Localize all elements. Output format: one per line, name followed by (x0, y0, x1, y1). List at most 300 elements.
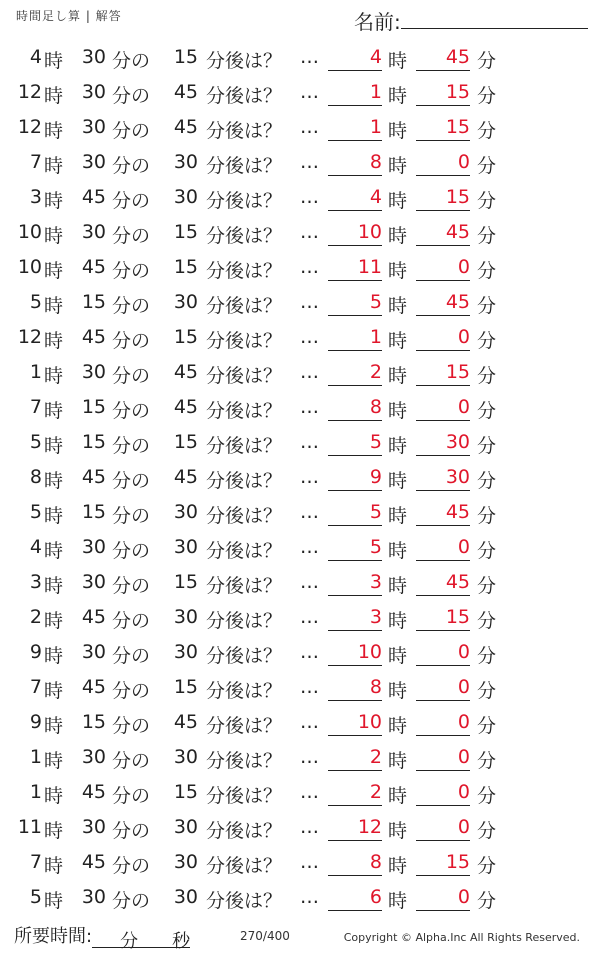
problem-row (0, 215, 600, 250)
answer-minute-label: 分 (477, 715, 497, 737)
minute-no-label: 分の (112, 85, 151, 107)
name-field (354, 6, 588, 35)
answer-hour-label: 時 (388, 225, 408, 247)
start-minute: 30 (81, 536, 106, 558)
start-minute: 30 (81, 746, 106, 768)
minute-no-label: 分の (112, 750, 151, 772)
start-minute: 45 (81, 256, 106, 278)
answer-minute[interactable]: 0 (416, 711, 470, 736)
hour-label: 時 (44, 435, 64, 457)
question-label: 分後は？ (206, 645, 283, 667)
added-minutes: 30 (173, 641, 198, 663)
hour-label: 時 (44, 750, 64, 772)
ellipsis: … (300, 116, 319, 138)
added-minutes: 15 (173, 571, 198, 593)
question-label: 分後は？ (206, 225, 283, 247)
added-minutes: 30 (173, 186, 198, 208)
ellipsis: … (300, 501, 319, 523)
answer-hour-label: 時 (388, 400, 408, 422)
problem-row (0, 390, 600, 425)
start-minute: 15 (81, 396, 106, 418)
answer-minute-label: 分 (477, 890, 497, 912)
hour-label: 時 (44, 505, 64, 527)
answer-hour[interactable]: 2 (328, 746, 382, 771)
hour-label: 時 (44, 225, 64, 247)
added-minutes: 30 (173, 746, 198, 768)
added-minutes: 30 (173, 536, 198, 558)
question-label: 分後は？ (206, 820, 283, 842)
problem-row (0, 495, 600, 530)
question-label: 分後は？ (206, 890, 283, 912)
answer-hour[interactable]: 4 (328, 46, 382, 71)
minute-no-label: 分の (112, 715, 151, 737)
answer-minute-label: 分 (477, 190, 497, 212)
ellipsis: … (300, 396, 319, 418)
minute-no-label: 分の (112, 190, 151, 212)
answer-minute[interactable]: 30 (416, 466, 470, 491)
start-hour: 3 (29, 571, 42, 593)
answer-hour-label: 時 (388, 855, 408, 877)
ellipsis: … (300, 816, 319, 838)
answer-minute-label: 分 (477, 400, 497, 422)
added-minutes: 45 (173, 466, 198, 488)
question-label: 分後は？ (206, 85, 283, 107)
question-label: 分後は？ (206, 750, 283, 772)
copyright: Copyright © Alpha.Inc All Rights Reserved. (343, 931, 580, 944)
answer-hour-label: 時 (388, 190, 408, 212)
start-minute: 30 (81, 886, 106, 908)
answer-minute-label: 分 (477, 365, 497, 387)
answer-hour[interactable]: 5 (328, 536, 382, 561)
answer-hour-label: 時 (388, 330, 408, 352)
minute-no-label: 分の (112, 470, 151, 492)
hour-label: 時 (44, 260, 64, 282)
start-minute: 15 (81, 291, 106, 313)
answer-minute-label: 分 (477, 225, 497, 247)
answer-hour-label: 時 (388, 820, 408, 842)
answer-minute[interactable]: 15 (416, 361, 470, 386)
answer-minute-label: 分 (477, 50, 497, 72)
answer-minute-label: 分 (477, 575, 497, 597)
minute-no-label: 分の (112, 610, 151, 632)
answer-hour[interactable]: 9 (328, 466, 382, 491)
answer-minute-label: 分 (477, 645, 497, 667)
minute-no-label: 分の (112, 575, 151, 597)
problem-row (0, 565, 600, 600)
hour-label: 時 (44, 120, 64, 142)
answer-hour[interactable]: 1 (328, 81, 382, 106)
answer-minute-label: 分 (477, 85, 497, 107)
problem-row (0, 250, 600, 285)
answer-hour-label: 時 (388, 575, 408, 597)
ellipsis: … (300, 851, 319, 873)
start-hour: 7 (29, 676, 42, 698)
problem-row (0, 670, 600, 705)
minute-no-label: 分の (112, 260, 151, 282)
added-minutes: 15 (173, 676, 198, 698)
answer-minute-label: 分 (477, 330, 497, 352)
required-time-blank[interactable] (92, 927, 191, 952)
ellipsis: … (300, 256, 319, 278)
start-hour: 1 (29, 781, 42, 803)
required-time-label: 所要時間: (14, 926, 93, 947)
problem-row (0, 320, 600, 355)
hour-label: 時 (44, 295, 64, 317)
ellipsis: … (300, 291, 319, 313)
added-minutes: 30 (173, 851, 198, 873)
answer-hour[interactable]: 5 (328, 501, 382, 526)
minute-no-label: 分の (112, 435, 151, 457)
answer-minute[interactable]: 45 (416, 571, 470, 596)
minute-no-label: 分の (112, 50, 151, 72)
answer-minute[interactable]: 0 (416, 396, 470, 421)
added-minutes: 45 (173, 116, 198, 138)
start-hour: 12 (17, 81, 42, 103)
answer-hour-label: 時 (388, 120, 408, 142)
answer-minute[interactable]: 0 (416, 326, 470, 351)
problem-row (0, 705, 600, 740)
ellipsis: … (300, 466, 319, 488)
hour-label: 時 (44, 155, 64, 177)
answer-hour[interactable]: 8 (328, 396, 382, 421)
answer-minute-label: 分 (477, 505, 497, 527)
hour-label: 時 (44, 190, 64, 212)
name-blank-line[interactable] (401, 10, 588, 29)
start-hour: 9 (29, 711, 42, 733)
start-hour: 10 (17, 221, 42, 243)
question-label: 分後は？ (206, 540, 283, 562)
answer-hour-label: 時 (388, 645, 408, 667)
question-label: 分後は？ (206, 330, 283, 352)
minute-no-label: 分の (112, 120, 151, 142)
minute-no-label: 分の (112, 400, 151, 422)
start-minute: 30 (81, 81, 106, 103)
ellipsis: … (300, 186, 319, 208)
start-hour: 4 (29, 46, 42, 68)
answer-hour-label: 時 (388, 470, 408, 492)
problem-row (0, 180, 600, 215)
start-hour: 12 (17, 326, 42, 348)
added-minutes: 45 (173, 361, 198, 383)
answer-minute-label: 分 (477, 260, 497, 282)
start-hour: 1 (29, 361, 42, 383)
start-minute: 30 (81, 151, 106, 173)
answer-hour[interactable]: 11 (328, 256, 382, 281)
answer-hour[interactable]: 8 (328, 851, 382, 876)
question-label: 分後は？ (206, 190, 283, 212)
problem-row (0, 810, 600, 845)
start-hour: 2 (29, 606, 42, 628)
hour-label: 時 (44, 400, 64, 422)
problem-row (0, 75, 600, 110)
question-label: 分後は？ (206, 505, 283, 527)
answer-minute[interactable]: 15 (416, 606, 470, 631)
ellipsis: … (300, 326, 319, 348)
answer-minute[interactable]: 45 (416, 501, 470, 526)
start-hour: 7 (29, 851, 42, 873)
start-hour: 11 (17, 816, 42, 838)
answer-hour-label: 時 (388, 505, 408, 527)
added-minutes: 45 (173, 711, 198, 733)
answer-hour[interactable]: 2 (328, 781, 382, 806)
required-time (14, 922, 191, 952)
added-minutes: 15 (173, 431, 198, 453)
question-label: 分後は？ (206, 260, 283, 282)
ellipsis: … (300, 81, 319, 103)
hour-label: 時 (44, 470, 64, 492)
question-label: 分後は？ (206, 50, 283, 72)
required-time-minute-unit: 分 (120, 931, 139, 952)
hour-label: 時 (44, 365, 64, 387)
ellipsis: … (300, 221, 319, 243)
minute-no-label: 分の (112, 365, 151, 387)
problem-list (0, 40, 600, 915)
start-hour: 5 (29, 501, 42, 523)
hour-label: 時 (44, 645, 64, 667)
added-minutes: 15 (173, 221, 198, 243)
minute-no-label: 分の (112, 155, 151, 177)
problem-row (0, 355, 600, 390)
ellipsis: … (300, 606, 319, 628)
answer-minute[interactable]: 0 (416, 536, 470, 561)
start-hour: 5 (29, 431, 42, 453)
start-minute: 30 (81, 571, 106, 593)
hour-label: 時 (44, 785, 64, 807)
name-label: 名前: (354, 10, 401, 34)
question-label: 分後は？ (206, 470, 283, 492)
answer-hour-label: 時 (388, 680, 408, 702)
answer-hour[interactable]: 5 (328, 291, 382, 316)
answer-hour-label: 時 (388, 260, 408, 282)
answer-hour-label: 時 (388, 295, 408, 317)
start-minute: 30 (81, 361, 106, 383)
answer-minute[interactable]: 15 (416, 116, 470, 141)
added-minutes: 15 (173, 46, 198, 68)
minute-no-label: 分の (112, 295, 151, 317)
problem-row (0, 880, 600, 915)
answer-hour-label: 時 (388, 715, 408, 737)
hour-label: 時 (44, 50, 64, 72)
answer-minute-label: 分 (477, 435, 497, 457)
added-minutes: 30 (173, 151, 198, 173)
answer-minute[interactable]: 45 (416, 46, 470, 71)
question-label: 分後は？ (206, 785, 283, 807)
problem-row (0, 425, 600, 460)
answer-minute-label: 分 (477, 820, 497, 842)
start-minute: 30 (81, 221, 106, 243)
added-minutes: 30 (173, 606, 198, 628)
added-minutes: 30 (173, 501, 198, 523)
problem-row (0, 740, 600, 775)
problem-row (0, 110, 600, 145)
answer-hour-label: 時 (388, 85, 408, 107)
problem-row (0, 635, 600, 670)
answer-minute[interactable]: 45 (416, 221, 470, 246)
answer-minute-label: 分 (477, 470, 497, 492)
minute-no-label: 分の (112, 785, 151, 807)
added-minutes: 30 (173, 816, 198, 838)
question-label: 分後は？ (206, 610, 283, 632)
start-minute: 15 (81, 711, 106, 733)
hour-label: 時 (44, 330, 64, 352)
start-minute: 30 (81, 641, 106, 663)
start-minute: 45 (81, 186, 106, 208)
answer-hour-label: 時 (388, 890, 408, 912)
problem-row (0, 775, 600, 810)
hour-label: 時 (44, 610, 64, 632)
start-hour: 12 (17, 116, 42, 138)
problem-row (0, 40, 600, 75)
start-minute: 30 (81, 116, 106, 138)
start-minute: 45 (81, 466, 106, 488)
answer-minute-label: 分 (477, 750, 497, 772)
start-hour: 5 (29, 886, 42, 908)
answer-hour-label: 時 (388, 365, 408, 387)
hour-label: 時 (44, 540, 64, 562)
ellipsis: … (300, 536, 319, 558)
question-label: 分後は？ (206, 435, 283, 457)
problem-row (0, 145, 600, 180)
hour-label: 時 (44, 680, 64, 702)
start-minute: 45 (81, 851, 106, 873)
question-label: 分後は？ (206, 715, 283, 737)
added-minutes: 15 (173, 781, 198, 803)
ellipsis: … (300, 431, 319, 453)
added-minutes: 45 (173, 81, 198, 103)
minute-no-label: 分の (112, 505, 151, 527)
answer-minute-label: 分 (477, 855, 497, 877)
answer-minute-label: 分 (477, 120, 497, 142)
start-hour: 9 (29, 641, 42, 663)
answer-hour[interactable]: 8 (328, 151, 382, 176)
question-label: 分後は？ (206, 295, 283, 317)
answer-hour[interactable]: 2 (328, 361, 382, 386)
answer-hour[interactable]: 4 (328, 186, 382, 211)
ellipsis: … (300, 46, 319, 68)
start-minute: 30 (81, 46, 106, 68)
problem-row (0, 460, 600, 495)
answer-minute-label: 分 (477, 540, 497, 562)
start-minute: 45 (81, 606, 106, 628)
question-label: 分後は？ (206, 365, 283, 387)
minute-no-label: 分の (112, 330, 151, 352)
answer-minute[interactable]: 0 (416, 256, 470, 281)
answer-minute[interactable]: 0 (416, 746, 470, 771)
start-minute: 15 (81, 431, 106, 453)
answer-hour[interactable]: 10 (328, 221, 382, 246)
answer-minute[interactable]: 0 (416, 781, 470, 806)
ellipsis: … (300, 151, 319, 173)
start-minute: 45 (81, 676, 106, 698)
answer-minute[interactable]: 15 (416, 186, 470, 211)
start-minute: 45 (81, 326, 106, 348)
answer-hour-label: 時 (388, 785, 408, 807)
answer-minute[interactable]: 45 (416, 291, 470, 316)
answer-minute-label: 分 (477, 680, 497, 702)
answer-hour[interactable]: 10 (328, 641, 382, 666)
minute-no-label: 分の (112, 225, 151, 247)
answer-minute-label: 分 (477, 785, 497, 807)
start-minute: 30 (81, 816, 106, 838)
start-hour: 4 (29, 536, 42, 558)
answer-hour[interactable]: 6 (328, 886, 382, 911)
question-label: 分後は？ (206, 575, 283, 597)
ellipsis: … (300, 711, 319, 733)
answer-hour[interactable]: 5 (328, 431, 382, 456)
ellipsis: … (300, 571, 319, 593)
start-hour: 7 (29, 396, 42, 418)
start-minute: 15 (81, 501, 106, 523)
ellipsis: … (300, 676, 319, 698)
answer-minute[interactable]: 0 (416, 886, 470, 911)
hour-label: 時 (44, 855, 64, 877)
answer-hour[interactable]: 8 (328, 676, 382, 701)
answer-minute[interactable]: 0 (416, 816, 470, 841)
ellipsis: … (300, 781, 319, 803)
answer-hour[interactable]: 10 (328, 711, 382, 736)
added-minutes: 30 (173, 291, 198, 313)
hour-label: 時 (44, 575, 64, 597)
added-minutes: 15 (173, 326, 198, 348)
worksheet-title: 時間足し算 | 解答 (16, 9, 122, 23)
answer-hour[interactable]: 1 (328, 116, 382, 141)
required-time-second-unit: 秒 (172, 931, 191, 952)
answer-minute-label: 分 (477, 155, 497, 177)
minute-no-label: 分の (112, 645, 151, 667)
answer-hour[interactable]: 1 (328, 326, 382, 351)
ellipsis: … (300, 746, 319, 768)
question-label: 分後は？ (206, 400, 283, 422)
answer-hour[interactable]: 3 (328, 571, 382, 596)
answer-hour-label: 時 (388, 750, 408, 772)
start-hour: 1 (29, 746, 42, 768)
answer-minute-label: 分 (477, 610, 497, 632)
start-hour: 8 (29, 466, 42, 488)
answer-minute[interactable]: 30 (416, 431, 470, 456)
minute-no-label: 分の (112, 820, 151, 842)
start-hour: 3 (29, 186, 42, 208)
problem-row (0, 530, 600, 565)
ellipsis: … (300, 361, 319, 383)
question-label: 分後は？ (206, 120, 283, 142)
answer-hour[interactable]: 12 (328, 816, 382, 841)
hour-label: 時 (44, 890, 64, 912)
start-hour: 5 (29, 291, 42, 313)
page-number: 270/400 (240, 929, 290, 943)
question-label: 分後は？ (206, 680, 283, 702)
answer-hour[interactable]: 3 (328, 606, 382, 631)
problem-row (0, 600, 600, 635)
ellipsis: … (300, 641, 319, 663)
ellipsis: … (300, 886, 319, 908)
answer-minute[interactable]: 15 (416, 851, 470, 876)
hour-label: 時 (44, 85, 64, 107)
problem-row (0, 285, 600, 320)
question-label: 分後は？ (206, 855, 283, 877)
answer-hour-label: 時 (388, 435, 408, 457)
minute-no-label: 分の (112, 680, 151, 702)
added-minutes: 45 (173, 396, 198, 418)
minute-no-label: 分の (112, 855, 151, 877)
answer-minute[interactable]: 0 (416, 641, 470, 666)
start-minute: 45 (81, 781, 106, 803)
hour-label: 時 (44, 820, 64, 842)
answer-minute[interactable]: 15 (416, 81, 470, 106)
answer-minute[interactable]: 0 (416, 676, 470, 701)
answer-minute[interactable]: 0 (416, 151, 470, 176)
answer-hour-label: 時 (388, 155, 408, 177)
added-minutes: 15 (173, 256, 198, 278)
